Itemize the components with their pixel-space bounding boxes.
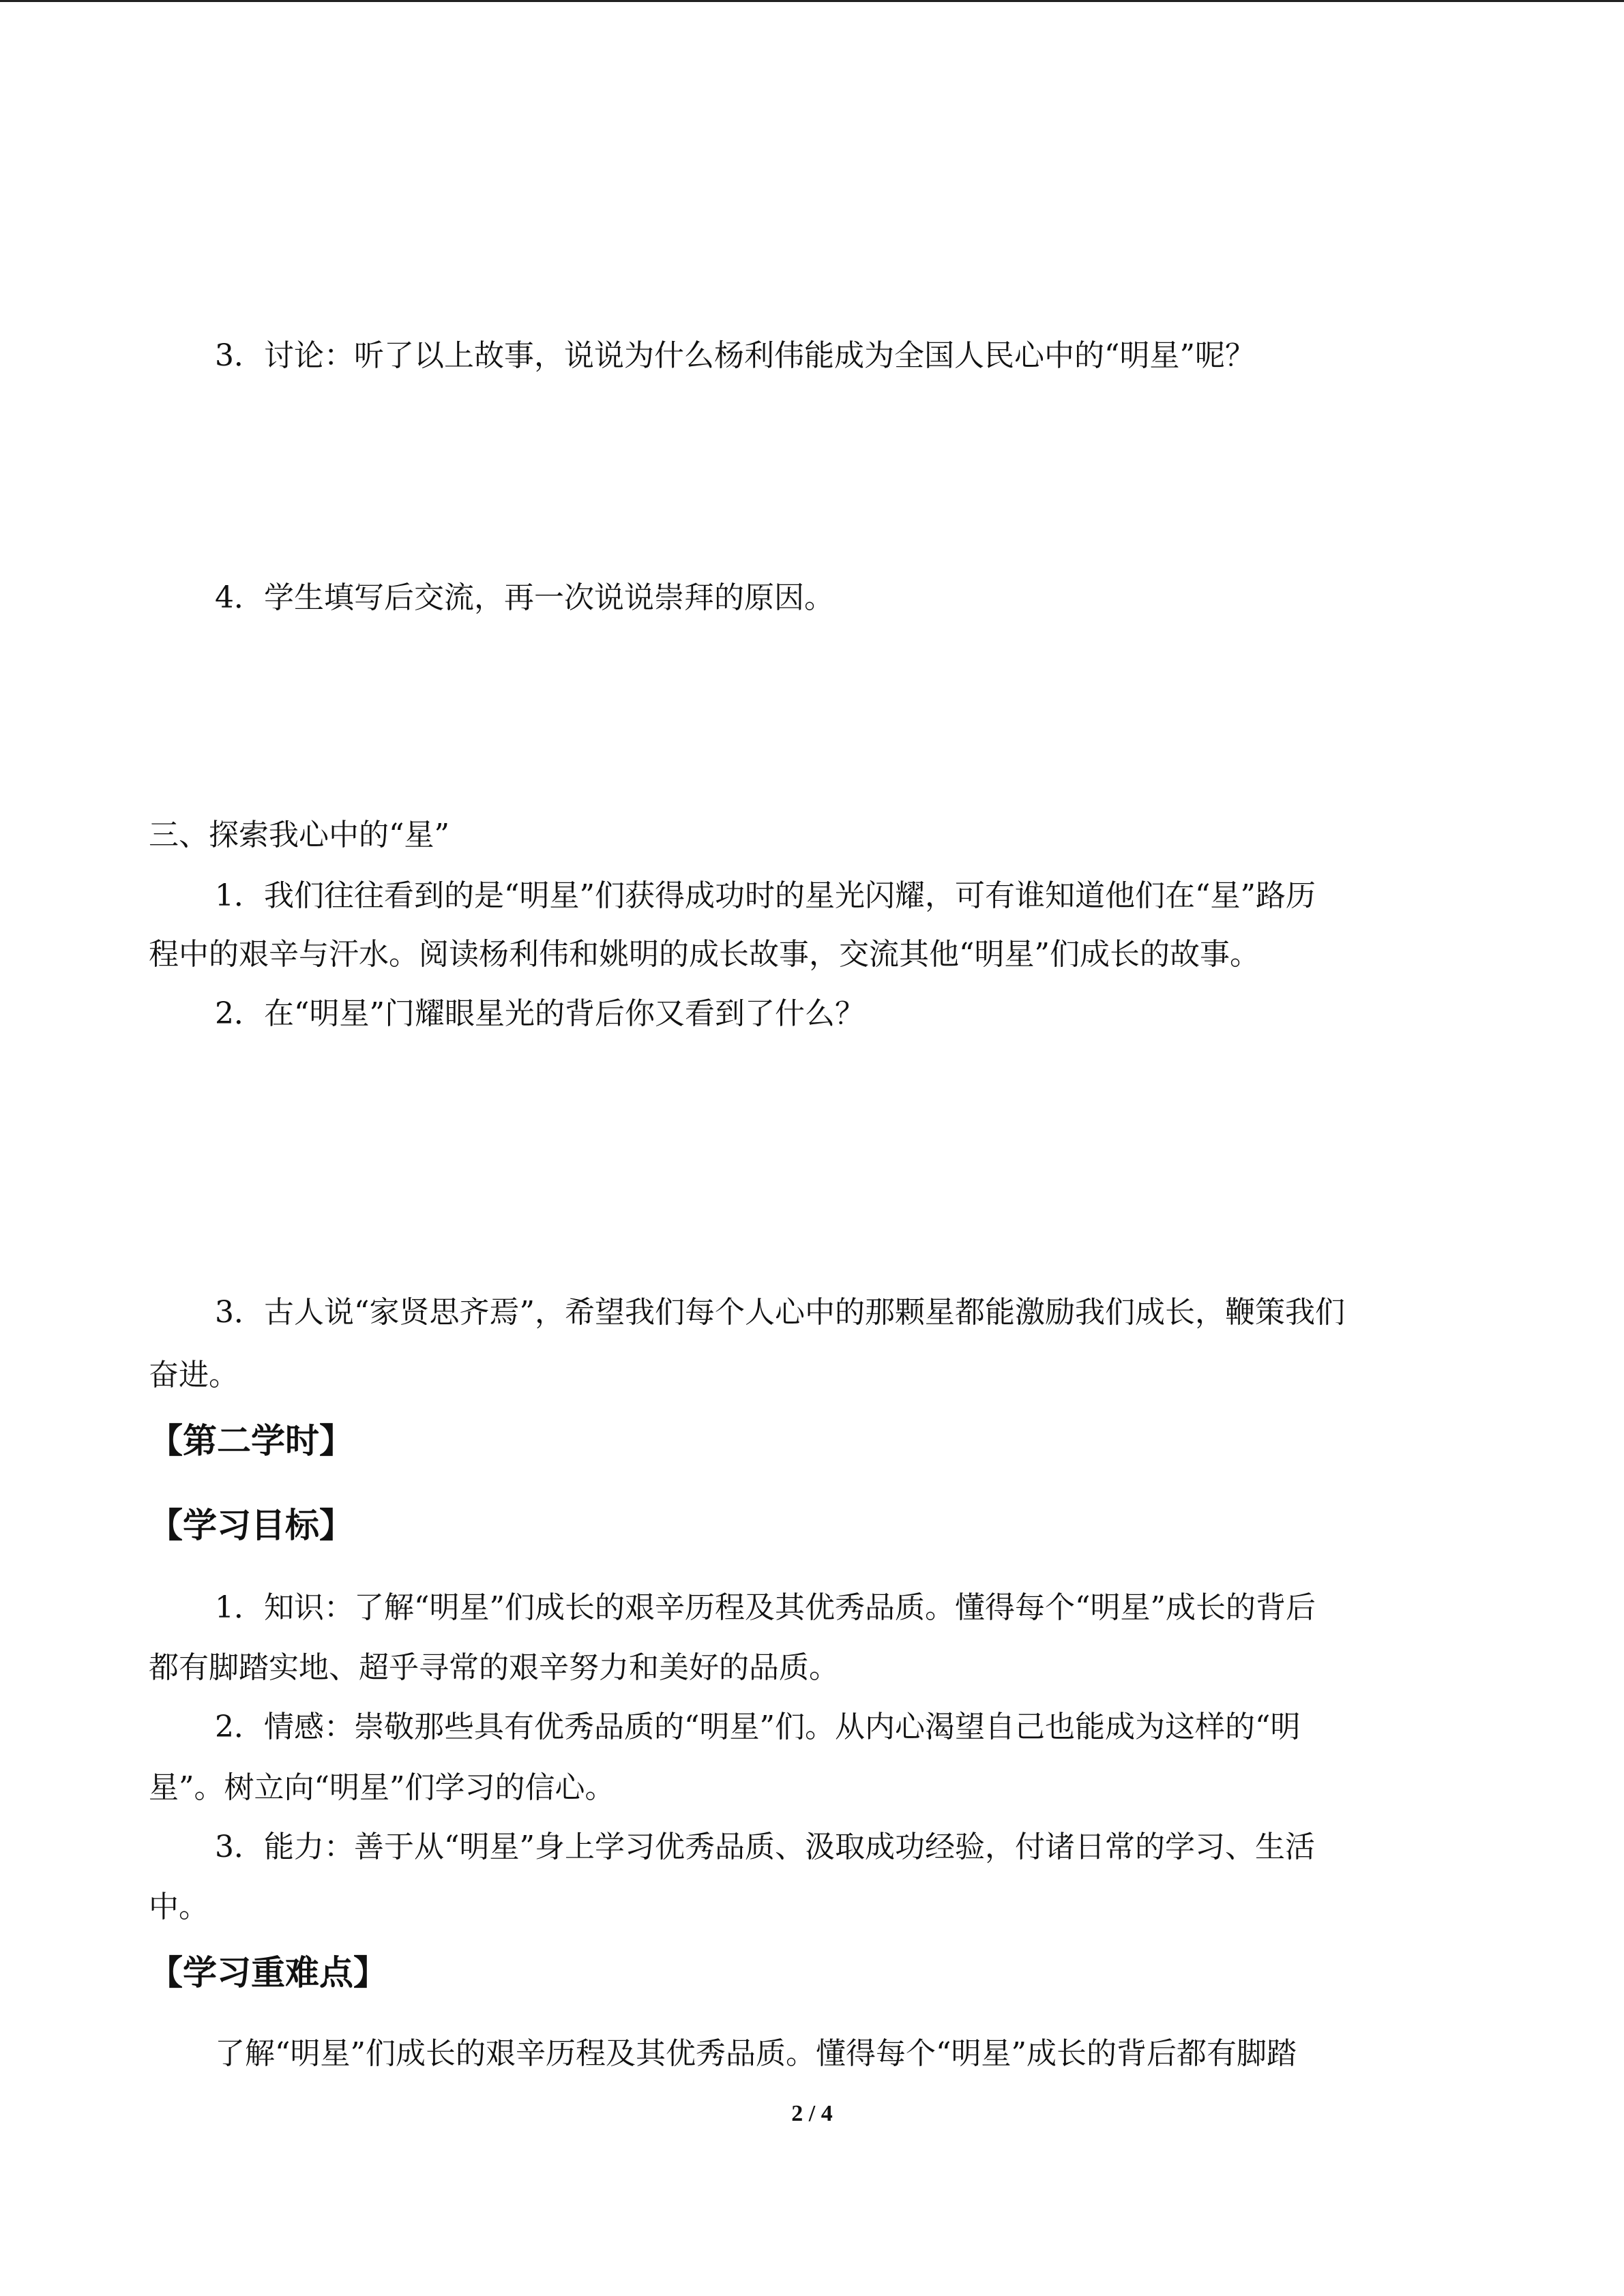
goal-emotion-line1: 2．情感：崇敬那些具有优秀品质的“明星”们。从内心渴望自己也能成为这样的“明 xyxy=(215,1710,1301,1744)
goal-ability-line2: 中。 xyxy=(149,1890,209,1924)
paragraph-student-exchange: 4．学生填写后交流，再一次说说崇拜的原因。 xyxy=(215,580,834,615)
goal-knowledge-line1: 1．知识：了解“明星”们成长的艰辛历程及其优秀品质。懂得每个“明星”成长的背后 xyxy=(215,1590,1316,1625)
paragraph-key-difficulties-line1: 了解“明星”们成长的艰辛历程及其优秀品质。懂得每个“明星”成长的背后都有脚踏 xyxy=(215,2036,1297,2071)
heading-key-difficulties: 【学习重难点】 xyxy=(149,1953,387,1993)
goal-knowledge-line2: 都有脚踏实地、超乎寻常的艰辛努力和美好的品质。 xyxy=(149,1650,839,1685)
page-number: 2 / 4 xyxy=(791,2101,833,2126)
paragraph-ancient-saying-line2: 奋进。 xyxy=(149,1358,239,1392)
goal-emotion-line2: 星”。树立向“明星”们学习的信心。 xyxy=(149,1770,615,1805)
paragraph-star-path-line1: 1．我们往往看到的是“明星”们获得成功时的星光闪耀，可有谁知道他们在“星”路历 xyxy=(215,878,1316,913)
paragraph-ancient-saying-line1: 3．古人说“家贤思齐焉”，希望我们每个人心中的那颗星都能激励我们成长，鞭策我们 xyxy=(215,1295,1345,1330)
paragraph-discussion-question: 3．讨论：听了以上故事，说说为什么杨利伟能成为全国人民心中的“明星”呢？ xyxy=(215,338,1255,373)
goal-ability-line1: 3．能力：善于从“明星”身上学习优秀品质、汲取成功经验，付诸日常的学习、生活 xyxy=(215,1830,1315,1864)
heading-learning-goals: 【学习目标】 xyxy=(149,1506,353,1545)
paragraph-behind-starlight: 2．在“明星”门耀眼星光的背后你又看到了什么？ xyxy=(215,996,865,1031)
section-heading-explore-star: 三、探索我心中的“星” xyxy=(149,818,449,852)
paragraph-star-path-line2: 程中的艰辛与汗水。阅读杨利伟和姚明的成长故事，交流其他“明星”们成长的故事。 xyxy=(149,937,1260,972)
heading-second-lesson: 【第二学时】 xyxy=(149,1421,353,1461)
